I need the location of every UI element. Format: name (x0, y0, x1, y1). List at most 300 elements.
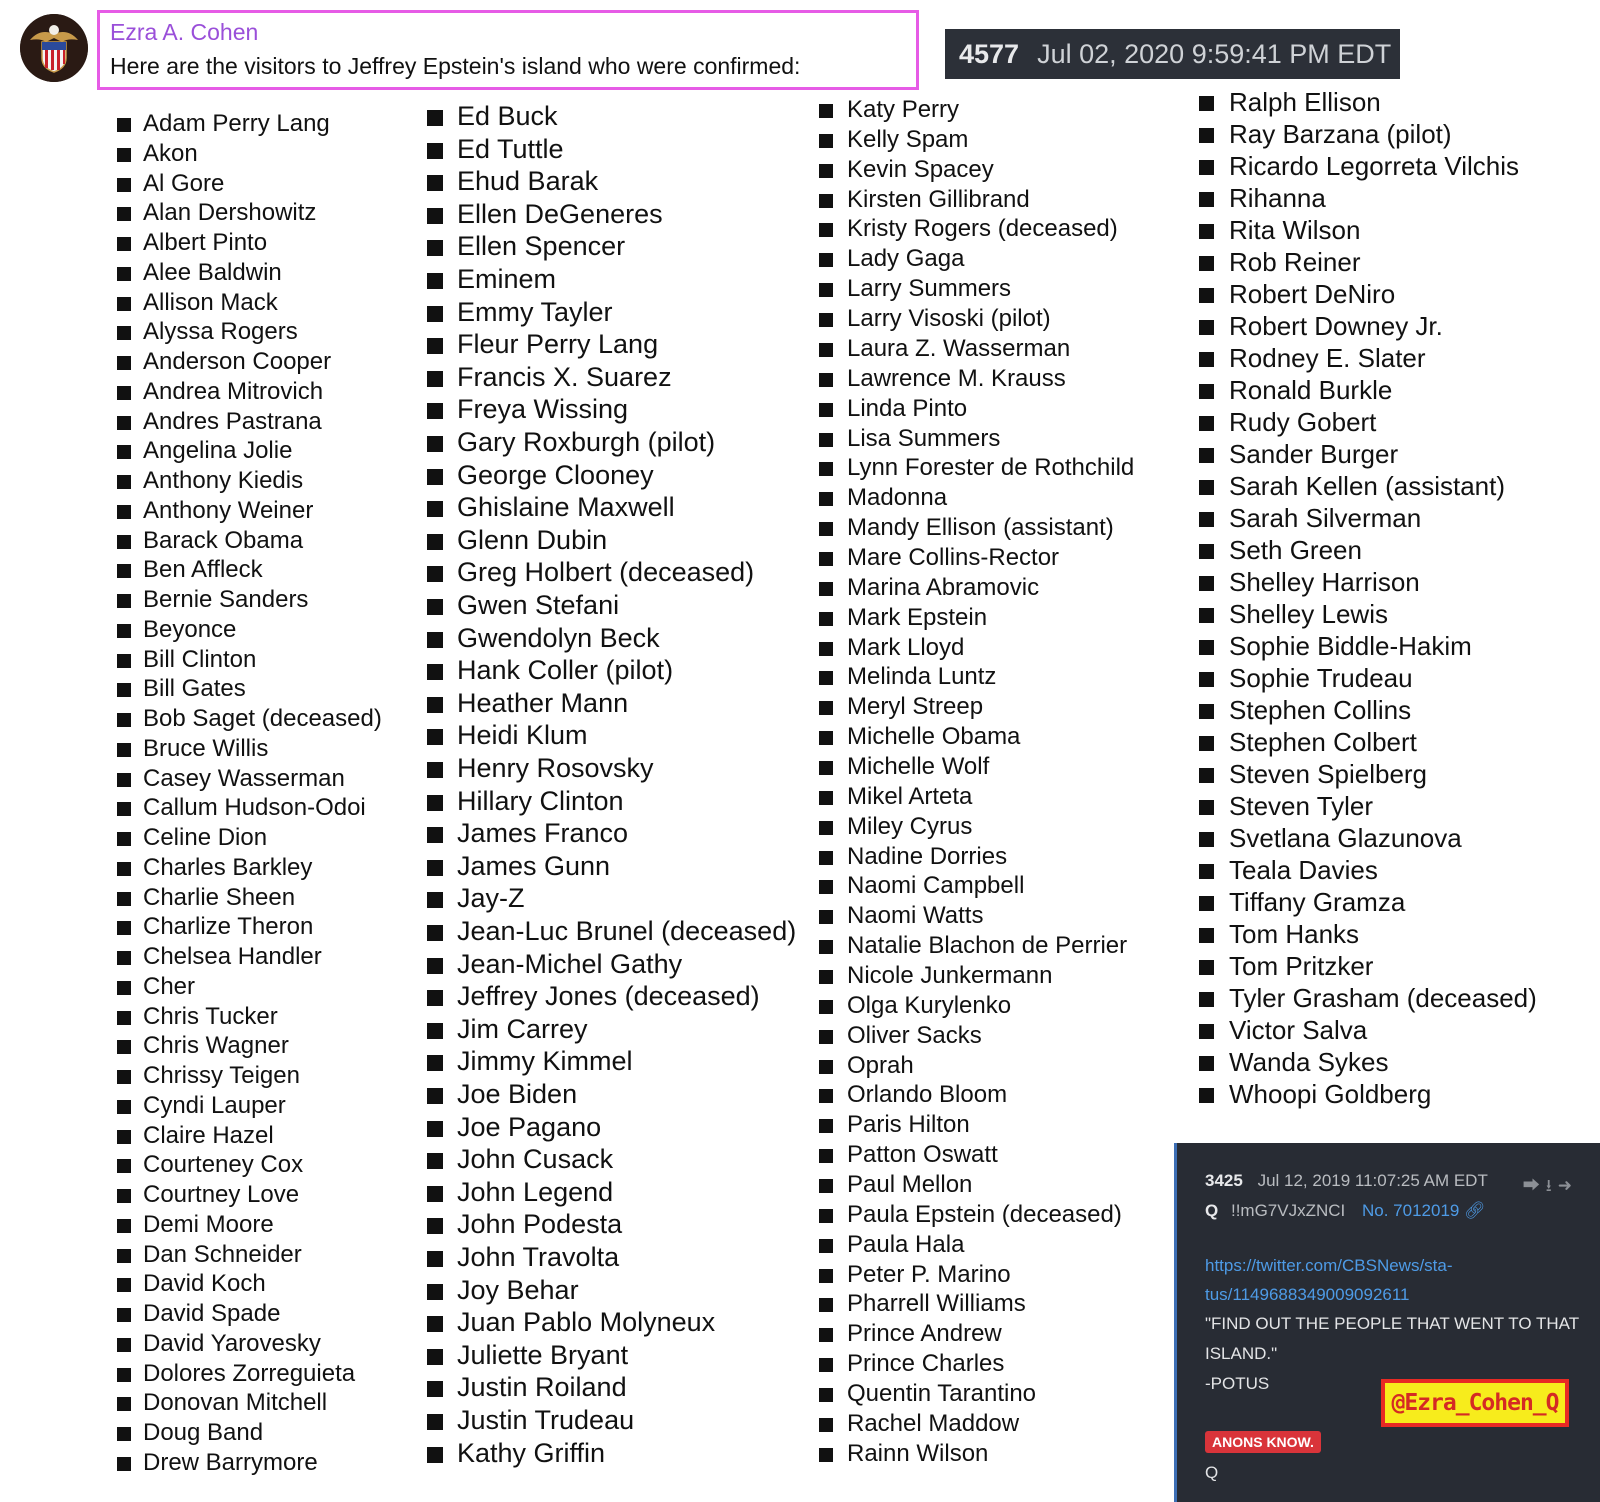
bullet-square-icon (117, 1100, 131, 1114)
visitor-name: Robert Downey Jr. (1229, 311, 1443, 341)
qpost-number: 3425 (1205, 1171, 1243, 1190)
visitor-name: Chelsea Handler (143, 943, 322, 970)
visitor-name: Ray Barzana (pilot) (1229, 119, 1452, 149)
visitor-name: Steven Tyler (1229, 791, 1374, 821)
bullet-square-icon (117, 594, 131, 608)
visitor-name: Naomi Campbell (847, 872, 1025, 900)
visitor-name: Nicole Junkermann (847, 961, 1053, 989)
bullet-square-icon (117, 1308, 131, 1322)
qpost-quote-line-1: "FIND OUT THE PEOPLE THAT WENT TO THAT (1205, 1314, 1580, 1333)
visitor-name: Claire Hazel (143, 1121, 274, 1149)
bullet-square-icon (427, 632, 443, 648)
bullet-square-icon (117, 297, 131, 311)
bullet-square-icon (819, 1388, 833, 1402)
bullet-square-icon (819, 791, 833, 805)
bullet-square-icon (427, 110, 443, 126)
visitor-name: Bernie Sanders (143, 586, 309, 613)
bullet-square-icon (819, 880, 833, 894)
post-header-highlight (97, 10, 919, 90)
bullet-square-icon (819, 283, 833, 297)
bullet-square-icon (819, 761, 833, 775)
visitor-name: Paula Epstein (deceased) (847, 1200, 1122, 1228)
bullet-square-icon (427, 827, 443, 843)
visitor-name: Rainn Wilson (847, 1439, 989, 1467)
bullet-square-icon (819, 522, 833, 536)
bullet-square-icon (427, 1055, 443, 1071)
bullet-square-icon (117, 178, 131, 192)
bullet-square-icon (117, 1219, 131, 1233)
qpost-author-line (1205, 1201, 1486, 1221)
bullet-square-icon (819, 1000, 833, 1014)
visitor-name: Whoopi Goldberg (1229, 1079, 1432, 1109)
bullet-square-icon (819, 1209, 833, 1223)
visitor-name: Juan Pablo Molyneux (457, 1307, 716, 1338)
post-number: 4577 (959, 38, 1020, 69)
bullet-square-icon (117, 326, 131, 340)
bullet-square-icon (117, 564, 131, 578)
visitor-name: Jay-Z (457, 883, 525, 914)
visitor-name: Al Gore (143, 169, 225, 197)
visitor-name: Drew Barrymore (143, 1448, 318, 1476)
bullet-square-icon (1199, 704, 1214, 719)
bullet-square-icon (819, 552, 833, 566)
visitor-name: Katy Perry (847, 96, 960, 123)
visitor-name: Miley Cyrus (847, 812, 973, 840)
bullet-square-icon (1199, 608, 1214, 623)
bullet-square-icon (117, 713, 131, 727)
bullet-square-icon (1199, 896, 1214, 911)
visitor-name: Andres Pastrana (143, 407, 322, 435)
visitor-name: Mark Lloyd (847, 633, 965, 661)
bullet-square-icon (1199, 416, 1214, 431)
visitor-name: Wanda Sykes (1229, 1047, 1389, 1077)
bullet-square-icon (117, 683, 131, 697)
watermark-handle: @Ezra_Cohen_Q (1381, 1379, 1569, 1427)
visitor-name: Ben Affleck (143, 556, 263, 584)
visitor-name: Oprah (847, 1051, 914, 1079)
bullet-square-icon (117, 1130, 131, 1144)
bullet-square-icon (819, 612, 833, 626)
qpost-meta (1205, 1171, 1488, 1191)
bullet-square-icon (1199, 160, 1214, 175)
visitor-name: Eminem (457, 264, 557, 294)
visitor-name: Hillary Clinton (457, 785, 624, 816)
visitor-name: Steven Spielberg (1229, 759, 1428, 789)
visitor-name: Stephen Colbert (1229, 727, 1417, 757)
visitor-name: John Cusack (457, 1144, 614, 1175)
visitor-name: Callum Hudson-Odoi (143, 794, 366, 822)
bullet-square-icon (427, 208, 443, 224)
qpost-actions (1523, 1171, 1578, 1202)
bullet-square-icon (427, 1316, 443, 1332)
visitor-name: Jean-Michel Gathy (457, 948, 683, 979)
visitor-name: Sarah Kellen (assistant) (1229, 471, 1506, 501)
visitor-name: Courteney Cox (143, 1151, 304, 1179)
bullet-square-icon (1199, 224, 1214, 239)
bullet-square-icon (819, 642, 833, 656)
visitor-name: Donovan Mitchell (143, 1389, 328, 1417)
visitor-name: Jimmy Kimmel (457, 1046, 633, 1077)
bullet-square-icon (819, 1328, 833, 1342)
visitor-name: Olga Kurylenko (847, 991, 1012, 1019)
bullet-square-icon (819, 253, 833, 267)
visitor-name: John Travolta (457, 1242, 620, 1272)
bullet-square-icon (427, 1447, 443, 1463)
bullet-square-icon (427, 469, 443, 485)
visitor-name: Tyler Grasham (deceased) (1229, 983, 1537, 1013)
bullet-square-icon (117, 773, 131, 787)
visitor-name: Freya Wissing (457, 394, 629, 425)
visitor-name: Bill Clinton (143, 645, 257, 673)
visitor-name: Rita Wilson (1229, 215, 1361, 245)
post-number-badge (945, 29, 1400, 79)
visitor-name: Alan Dershowitz (143, 199, 317, 227)
visitor-name: Beyonce (143, 615, 237, 643)
quoted-q-post (1174, 1143, 1600, 1502)
bullet-square-icon (117, 862, 131, 876)
visitor-name: Larry Visoski (pilot) (847, 305, 1051, 332)
visitor-name: Alyssa Rogers (143, 318, 298, 346)
qpost-twitter-link-cont[interactable]: tus/1149688349009092611 (1205, 1285, 1410, 1304)
visitor-name: Fleur Perry Lang (457, 329, 659, 360)
bullet-square-icon (117, 475, 131, 489)
visitor-name: Kristy Rogers (deceased) (847, 215, 1118, 243)
visitor-name: Akon (143, 139, 198, 167)
bullet-square-icon (819, 1089, 833, 1103)
visitor-name: David Yarovesky (143, 1329, 321, 1357)
visitor-name: Jim Carrey (457, 1013, 588, 1044)
bullet-square-icon (819, 194, 833, 208)
bullet-square-icon (427, 566, 443, 582)
bullet-square-icon (427, 240, 443, 256)
visitor-name: Bill Gates (143, 675, 246, 703)
visitor-name: Oliver Sacks (847, 1021, 982, 1049)
bullet-square-icon (819, 164, 833, 178)
bullet-square-icon (117, 1249, 131, 1263)
bullet-square-icon (117, 535, 131, 549)
bullet-square-icon (1199, 480, 1214, 495)
bullet-square-icon (427, 697, 443, 713)
visitor-name: John Podesta (457, 1209, 623, 1240)
visitor-name: Michelle Wolf (847, 752, 990, 780)
visitor-name: Ed Buck (457, 101, 558, 131)
qpost-signature: Q (1205, 1463, 1219, 1482)
bullet-square-icon (117, 386, 131, 400)
bullet-square-icon (427, 534, 443, 550)
bullet-square-icon (117, 356, 131, 370)
visitor-name: Anderson Cooper (143, 348, 332, 375)
bullet-square-icon (427, 892, 443, 908)
bullet-square-icon (427, 306, 443, 322)
bullet-square-icon (117, 505, 131, 519)
visitor-name: Rudy Gobert (1229, 407, 1377, 437)
visitor-name: Ed Tuttle (457, 133, 564, 164)
visitor-name: Naomi Watts (847, 902, 984, 930)
bullet-square-icon (427, 1153, 443, 1169)
visitor-name: Justin Roiland (457, 1372, 627, 1403)
bullet-square-icon (117, 1040, 131, 1054)
visitor-name: Ralph Ellison (1229, 87, 1381, 117)
visitor-name: Shelley Lewis (1229, 599, 1388, 629)
visitor-name: David Koch (143, 1270, 266, 1298)
qpost-post-no[interactable]: No. 7012019 (1362, 1201, 1460, 1220)
visitor-name: George Clooney (457, 459, 654, 490)
visitor-name: Prince Charles (847, 1350, 1005, 1378)
bullet-square-icon (819, 731, 833, 745)
bullet-square-icon (819, 313, 833, 327)
bullet-square-icon (117, 921, 131, 935)
visitor-name: Mandy Ellison (assistant) (847, 514, 1114, 541)
visitor-name: James Franco (457, 818, 629, 849)
bullet-square-icon (819, 1030, 833, 1044)
visitor-name: Robert DeNiro (1229, 279, 1396, 309)
bullet-square-icon (117, 951, 131, 965)
visitor-name: Rachel Maddow (847, 1409, 1020, 1437)
bullet-square-icon (117, 743, 131, 757)
visitor-name: Quentin Tarantino (847, 1380, 1037, 1407)
visitor-name: Kelly Spam (847, 125, 969, 153)
bullet-square-icon (1199, 576, 1214, 591)
visitor-name: Mikel Arteta (847, 782, 973, 810)
bullet-square-icon (1199, 512, 1214, 527)
qpost-quote-line-2: ISLAND." (1205, 1344, 1278, 1363)
bullet-square-icon (427, 143, 443, 159)
bullet-square-icon (117, 1159, 131, 1173)
bullet-square-icon (117, 624, 131, 638)
visitor-name: Tom Hanks (1229, 919, 1360, 949)
visitor-name: Sophie Biddle-Hakim (1229, 631, 1472, 661)
bullet-square-icon (427, 958, 443, 974)
visitor-name: Rihanna (1229, 183, 1326, 213)
visitor-name: Courtney Love (143, 1181, 300, 1208)
visitor-name: Gwen Stefani (457, 590, 620, 620)
bullet-square-icon (427, 273, 443, 289)
bullet-square-icon (427, 795, 443, 811)
visitor-name: Marina Abramovic (847, 573, 1040, 601)
visitor-name: Jeffrey Jones (deceased) (457, 981, 760, 1012)
visitor-name: Prince Andrew (847, 1320, 1002, 1348)
visitor-name: Allison Mack (143, 288, 278, 316)
bullet-square-icon (117, 1338, 131, 1352)
download-icon[interactable]: ⭳ (1545, 1176, 1558, 1195)
bullet-square-icon (819, 1358, 833, 1372)
visitor-name: Stephen Collins (1229, 695, 1412, 725)
visitor-name: Peter P. Marino (847, 1260, 1011, 1288)
visitor-name: Lisa Summers (847, 424, 1001, 452)
visitor-name: Joe Pagano (457, 1111, 602, 1142)
bullet-square-icon (819, 134, 833, 148)
visitor-name: Heather Mann (457, 687, 629, 718)
bullet-square-icon (427, 436, 443, 452)
bullet-square-icon (117, 1457, 131, 1471)
visitor-name: Svetlana Glazunova (1229, 823, 1462, 853)
visitor-name: Andrea Mitrovich (143, 377, 324, 405)
bullet-square-icon (819, 1119, 833, 1133)
link-icon[interactable]: 🔗︎ (1464, 1201, 1486, 1220)
visitor-name: Meryl Streep (847, 693, 984, 721)
visitor-name: Glenn Dubin (457, 524, 608, 555)
bullet-square-icon (117, 416, 131, 430)
visitor-name: Chrissy Teigen (143, 1062, 300, 1089)
bullet-square-icon (117, 445, 131, 459)
bullet-square-icon (1199, 992, 1214, 1007)
visitor-name: Sarah Silverman (1229, 503, 1422, 533)
visitor-name: Mark Epstein (847, 603, 988, 631)
bullet-square-icon (819, 373, 833, 387)
visitor-name: John Legend (457, 1176, 614, 1207)
visitor-name: Charlie Sheen (143, 883, 296, 911)
visitor-name: Barack Obama (143, 526, 304, 554)
bullet-square-icon (819, 1239, 833, 1253)
visitor-name: Paula Hala (847, 1230, 965, 1258)
visitor-name: Cher (143, 972, 196, 1000)
visitor-name: Tom Pritzker (1229, 951, 1374, 981)
visitor-name: Anthony Kiedis (143, 467, 304, 494)
bullet-square-icon (819, 1418, 833, 1432)
bullet-square-icon (427, 762, 443, 778)
bullet-square-icon (1199, 320, 1214, 335)
bullet-square-icon (819, 1149, 833, 1163)
bullet-square-icon (427, 1251, 443, 1267)
bullet-square-icon (427, 1218, 443, 1234)
visitor-name: Lady Gaga (847, 245, 965, 273)
visitor-name: Bob Saget (deceased) (143, 705, 382, 732)
bullet-square-icon (117, 981, 131, 995)
bullet-square-icon (819, 821, 833, 835)
qpost-tripcode: !!mG7VJxZNCI (1230, 1201, 1346, 1220)
bullet-square-icon (1199, 96, 1214, 111)
bullet-square-icon (1199, 928, 1214, 943)
bullet-square-icon (1199, 128, 1214, 143)
visitor-name: Juliette Bryant (457, 1339, 629, 1370)
bullet-square-icon (819, 970, 833, 984)
bullet-square-icon (117, 237, 131, 251)
visitor-name: Joy Behar (457, 1274, 579, 1305)
bullet-square-icon (117, 832, 131, 846)
visitor-name: Joe Biden (457, 1079, 578, 1109)
visitor-name: Paul Mellon (847, 1171, 973, 1198)
visitor-name: Kirsten Gillibrand (847, 185, 1030, 213)
visitor-name: Sander Burger (1229, 439, 1399, 469)
bullet-square-icon (427, 1121, 443, 1137)
bullet-square-icon (427, 925, 443, 941)
bullet-square-icon (427, 1414, 443, 1430)
visitor-name: Rob Reiner (1229, 247, 1361, 277)
bullet-square-icon (819, 462, 833, 476)
bullet-square-icon (819, 582, 833, 596)
visitor-name: Henry Rosovsky (457, 753, 654, 783)
visitor-name: Gwendolyn Beck (457, 622, 660, 653)
visitor-name: Ellen DeGeneres (457, 198, 663, 229)
bullet-square-icon (117, 1368, 131, 1382)
avatar[interactable] (20, 14, 88, 82)
visitor-name: Rodney E. Slater (1229, 343, 1426, 373)
bullet-square-icon (117, 1427, 131, 1441)
visitor-name: Gary Roxburgh (pilot) (457, 427, 716, 457)
visitor-name: Greg Holbert (deceased) (457, 557, 755, 588)
qpost-twitter-link[interactable]: https://twitter.com/CBSNews/sta- (1205, 1256, 1453, 1275)
bullet-square-icon (819, 851, 833, 865)
bullet-square-icon (117, 267, 131, 281)
bullet-square-icon (117, 1070, 131, 1084)
bullet-square-icon (117, 654, 131, 668)
visitor-name: Michelle Obama (847, 723, 1021, 751)
share-icon[interactable]: ⮕ (1522, 1176, 1546, 1195)
visitor-name: Laura Z. Wasserman (847, 334, 1071, 362)
visitor-name: Teala Davies (1229, 855, 1378, 885)
visitor-name: Larry Summers (847, 275, 1012, 303)
bullet-square-icon (1199, 1024, 1214, 1039)
visitor-name: Chris Wagner (143, 1032, 289, 1060)
post-datetime: Jul 02, 2020 9:59:41 PM EDT (1037, 38, 1392, 69)
anons-know-badge: ANONS KNOW. (1205, 1431, 1321, 1453)
visitor-name: Seth Green (1229, 535, 1362, 565)
visitor-name: Francis X. Suarez (457, 361, 672, 392)
visitor-name: James Gunn (457, 850, 611, 881)
visitor-name: Casey Wasserman (143, 764, 345, 792)
visitor-name: Cyndi Lauper (143, 1091, 286, 1119)
visitor-name: Heidi Klum (457, 720, 588, 751)
visitor-name: Madonna (847, 484, 948, 512)
visitor-name: Patton Oswatt (847, 1141, 998, 1169)
bullet-square-icon (1199, 192, 1214, 207)
qpost-datetime: Jul 12, 2019 11:07:25 AM EDT (1257, 1171, 1488, 1190)
bullet-square-icon (819, 1448, 833, 1462)
visitor-name: Charles Barkley (143, 853, 313, 881)
visitor-name: Adam Perry Lang (143, 110, 330, 137)
bullet-square-icon (1199, 960, 1214, 975)
visitor-name: Justin Trudeau (457, 1405, 635, 1435)
bullet-square-icon (819, 1298, 833, 1312)
visitor-name: Ricardo Legorreta Vilchis (1229, 151, 1519, 181)
bullet-square-icon (819, 910, 833, 924)
bullet-square-icon (1199, 448, 1214, 463)
bullet-square-icon (1199, 640, 1214, 655)
bullet-square-icon (819, 223, 833, 237)
bullet-square-icon (819, 403, 833, 417)
bullet-square-icon (427, 599, 443, 615)
qpost-poster: Q (1205, 1201, 1219, 1220)
bullet-square-icon (819, 492, 833, 506)
bullet-square-icon (427, 338, 443, 354)
bullet-square-icon (427, 175, 443, 191)
visitor-name: Jean-Luc Brunel (deceased) (457, 916, 797, 946)
visitor-name: Lynn Forester de Rothchild (847, 454, 1135, 482)
visitor-name: Anthony Weiner (143, 496, 314, 524)
bullet-square-icon (819, 701, 833, 715)
bullet-square-icon (819, 1269, 833, 1283)
qpost-post-link[interactable] (1362, 1201, 1486, 1220)
visitor-name: Kathy Griffin (457, 1437, 606, 1468)
bullet-square-icon (1199, 864, 1214, 879)
visitor-name: Orlando Bloom (847, 1081, 1008, 1109)
visitor-name: Ronald Burkle (1229, 375, 1393, 405)
bullet-square-icon (1199, 736, 1214, 751)
bullet-square-icon (819, 104, 833, 118)
arrow-right-icon[interactable]: ➜ (1557, 1176, 1578, 1195)
bullet-square-icon (117, 802, 131, 816)
bullet-square-icon (819, 1179, 833, 1193)
bullet-square-icon (427, 860, 443, 876)
bullet-square-icon (1199, 288, 1214, 303)
bullet-square-icon (1199, 256, 1214, 271)
visitor-name: Natalie Blachon de Perrier (847, 932, 1128, 960)
bullet-square-icon (117, 1278, 131, 1292)
author-name[interactable]: Ezra A. Cohen (110, 19, 259, 45)
visitor-name: Dan Schneider (143, 1240, 302, 1268)
bullet-square-icon (1199, 672, 1214, 687)
bullet-square-icon (819, 343, 833, 357)
